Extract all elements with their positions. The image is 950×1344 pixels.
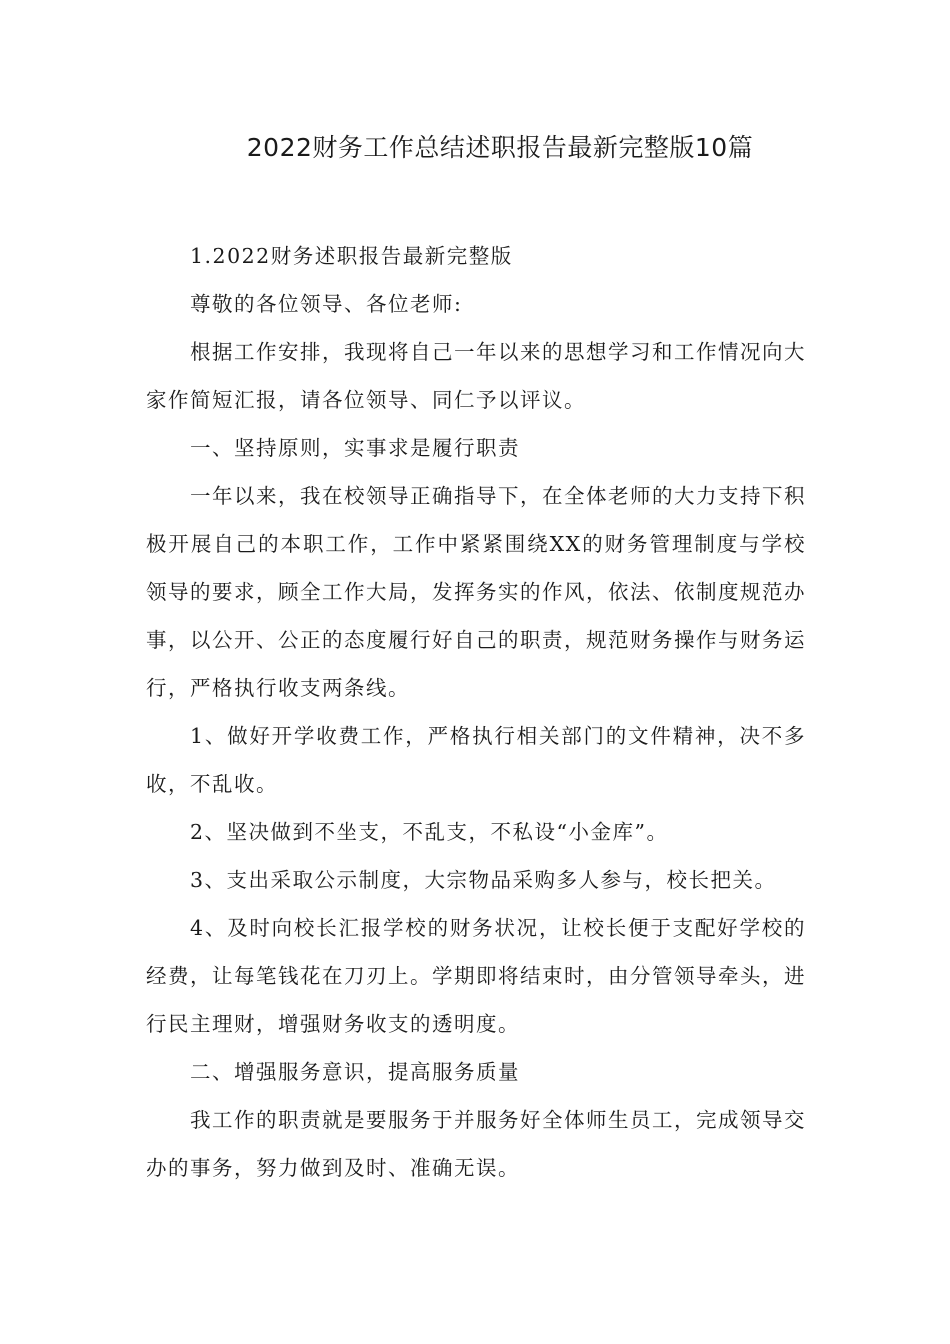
paragraph-salutation: 尊敬的各位领导、各位老师:	[190, 292, 463, 316]
paragraph-intro: 根据工作安排，我现将自己一年以来的思想学习和工作情况向大家作简短汇报，请各位领导、同仁予以评议。	[146, 340, 806, 412]
document-title: 2022财务工作总结述职报告最新完整版10篇	[246, 133, 754, 162]
paragraph-heading-2: 二、增强服务意识，提高服务质量	[190, 1060, 520, 1084]
document-body	[146, 232, 806, 1192]
paragraph-body-2: 我工作的职责就是要服务于并服务好全体师生员工，完成领导交办的事务，努力做到及时、准确无误。	[146, 1108, 806, 1180]
paragraph-item-3: 3、支出采取公示制度，大宗物品采购多人参与，校长把关。	[190, 868, 777, 892]
paragraph-section-heading: 1.2022财务述职报告最新完整版	[190, 244, 513, 268]
paragraph-heading-1: 一、坚持原则，实事求是履行职责	[190, 436, 520, 460]
paragraph-body-1: 一年以来，我在校领导正确指导下，在全体老师的大力支持下积极开展自己的本职工作，工作中紧紧围绕XX的财务管理制度与学校领导的要求，顾全工作大局，发挥务实的作风，依法、依制度规范办事，以公开、公正的态度履行好自己的职责，规范财务操作与财务运行，严格执行收支两条线。	[146, 484, 806, 700]
paragraph-item-1: 1、做好开学收费工作，严格执行相关部门的文件精神，决不多收，不乱收。	[146, 724, 806, 796]
paragraph-item-2: 2、坚决做到不坐支，不乱支，不私设“小金库”。	[190, 820, 669, 844]
paragraph-item-4: 4、及时向校长汇报学校的财务状况，让校长便于支配好学校的经费，让每笔钱花在刀刃上。学期即将结束时，由分管领导牵头，进行民主理财，增强财务收支的透明度。	[146, 916, 806, 1036]
